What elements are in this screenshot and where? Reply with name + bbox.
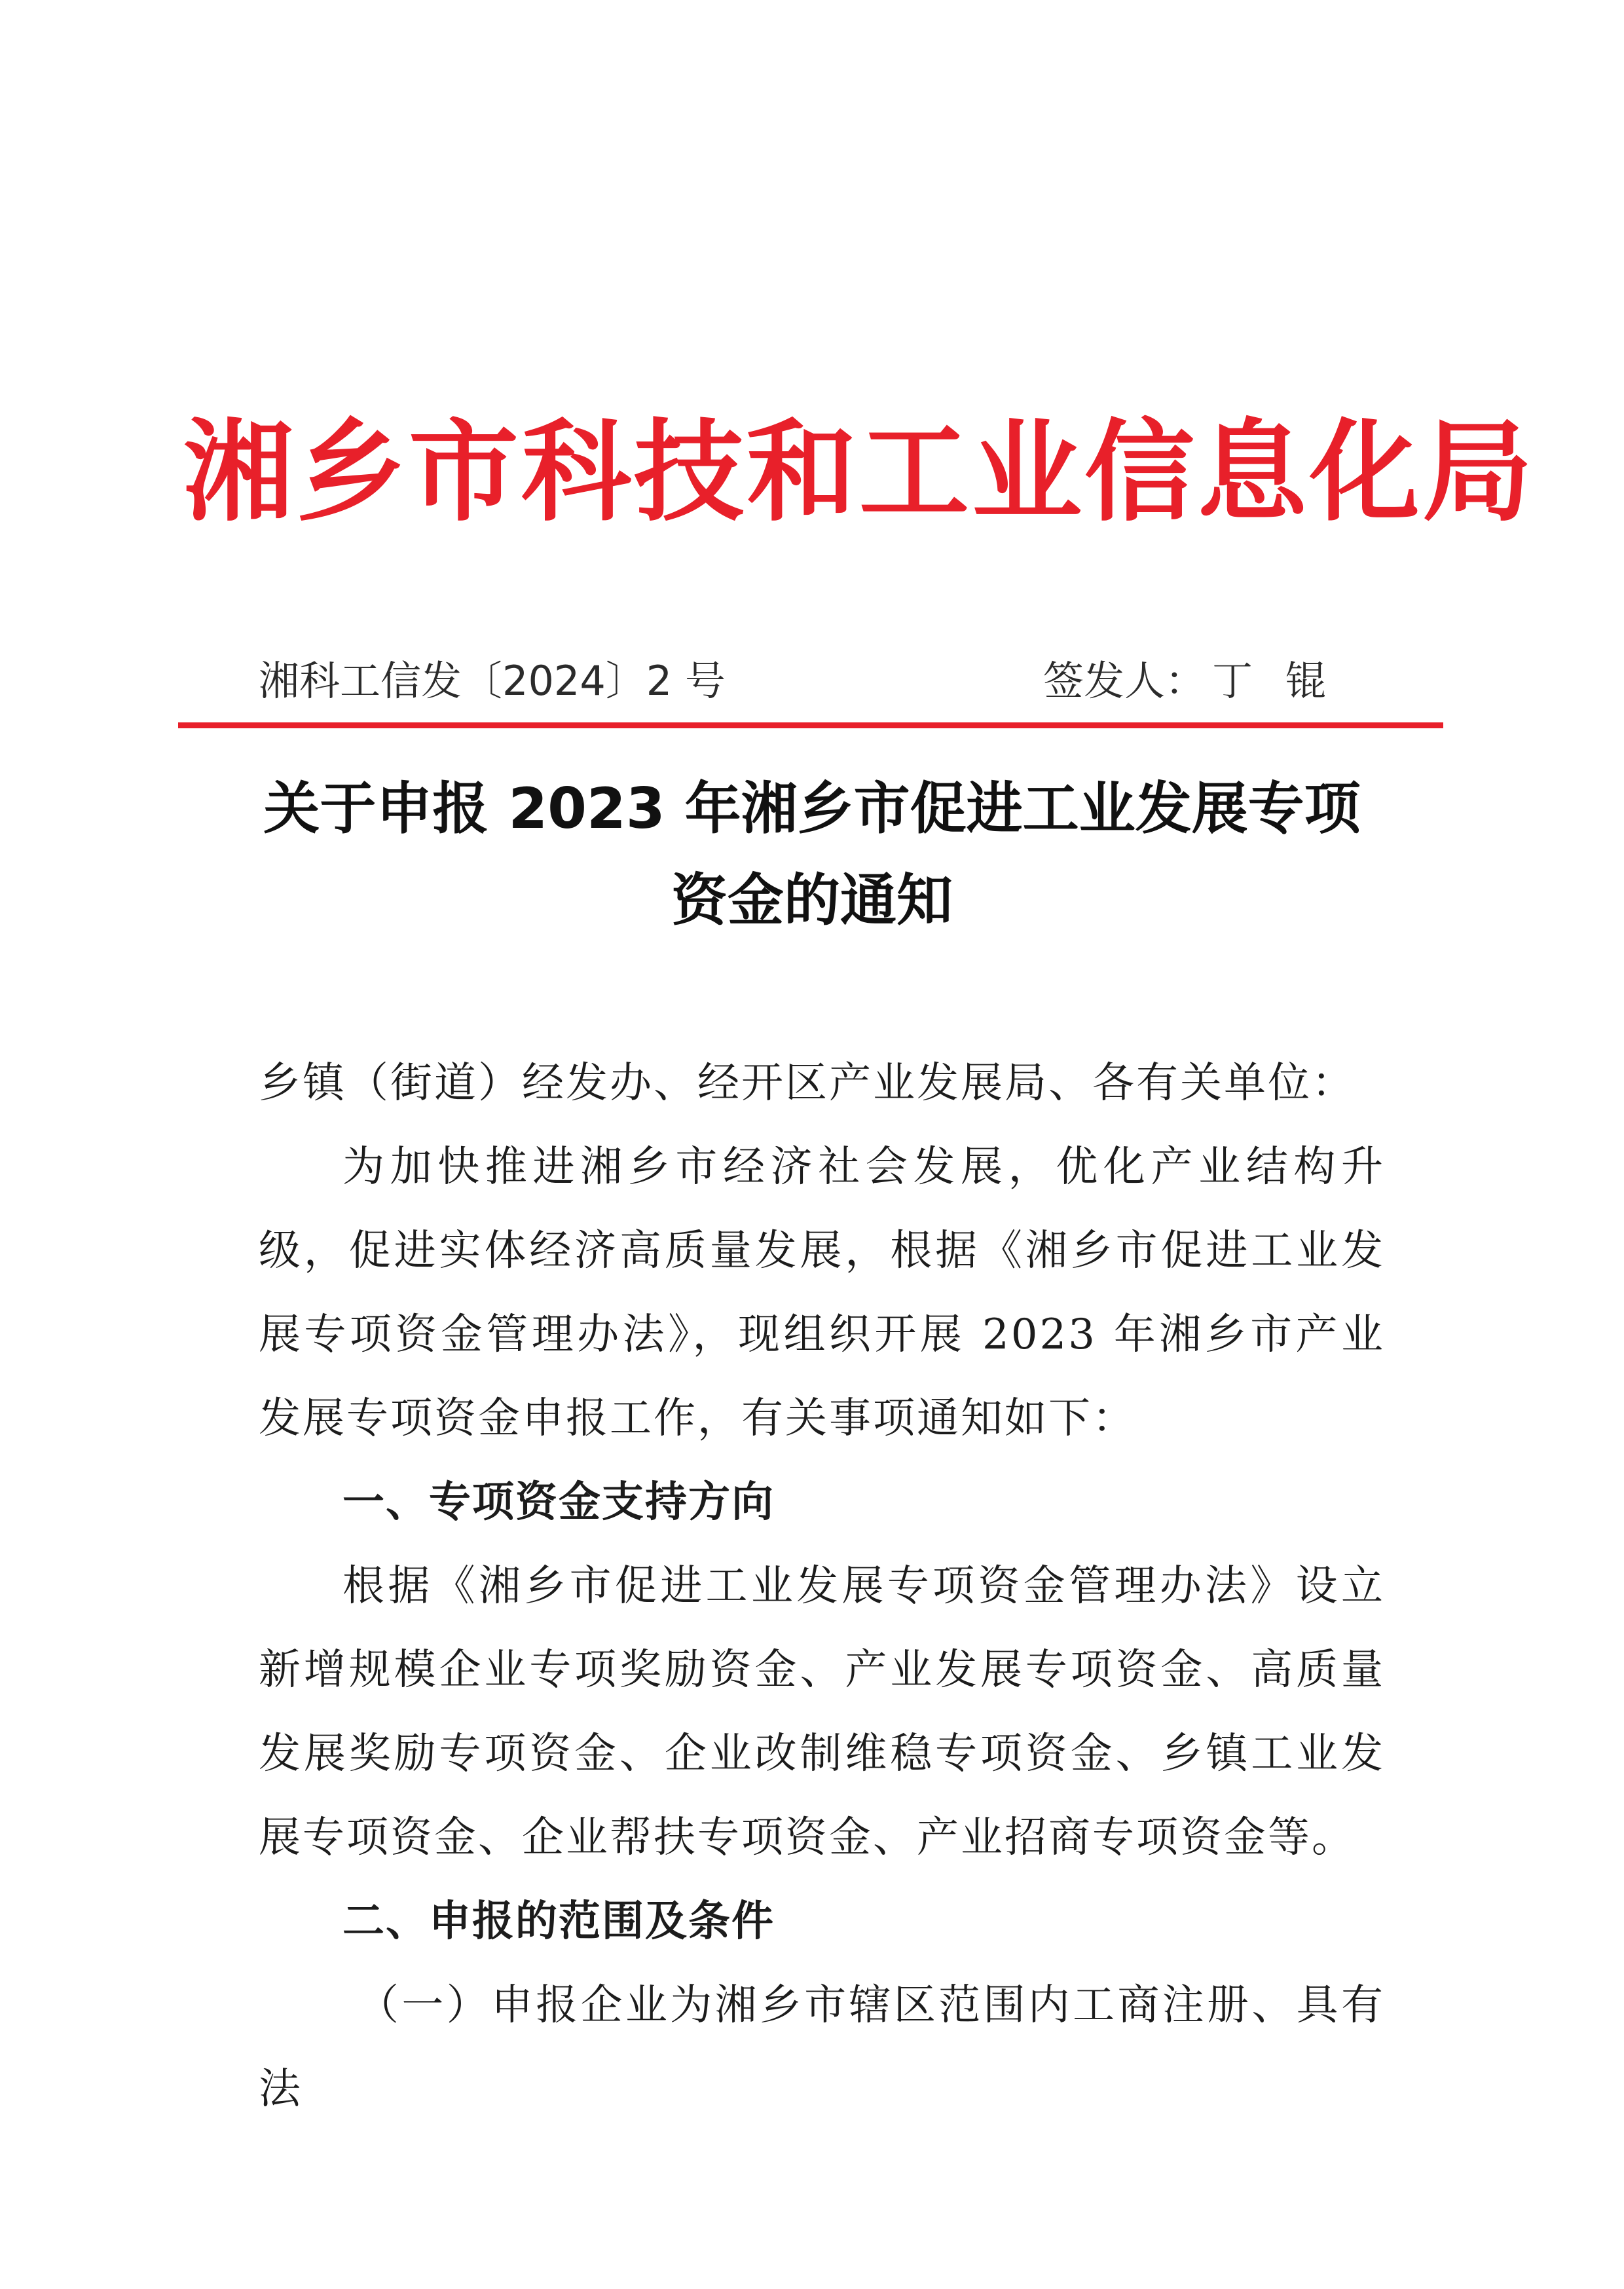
document-number: 湘科工信发〔2024〕2 号	[259, 657, 726, 705]
intro-paragraph: 为加快推进湘乡市经济社会发展，优化产业结构升级，促进实体经济高质量发展，根据《湘乡市促进工业发展专项资金管理办法》，现组织开展 2023 年湘乡市产业发展专项资金申报工作，有关事项通知如下：	[259, 1143, 1385, 1443]
signer-name: 丁锟	[1211, 657, 1359, 705]
section-1-paragraph: 根据《湘乡市促进工业发展专项资金管理办法》设立新增规模企业专项奖励资金、产业发展专项资金、高质量发展奖励专项资金、企业改制维稳专项资金、乡镇工业发展专项资金、企业帮扶专项资金、产业招商专项资金等。	[259, 1562, 1385, 1862]
signer-block	[1043, 648, 1359, 714]
document-body	[259, 1041, 1385, 2131]
title-line-2: 资金的通知	[671, 868, 953, 933]
signer-label: 签发人：	[1043, 657, 1206, 705]
agency-masthead: 湘乡市科技和工业信息化局	[183, 407, 1535, 536]
red-divider-rule	[178, 722, 1443, 728]
document-title	[236, 763, 1388, 946]
section-2-item-1: （一）申报企业为湘乡市辖区范围内工商注册、具有法	[259, 1981, 1385, 2113]
section-1-heading: 一、专项资金支持方向	[342, 1478, 775, 1527]
document-header-line	[259, 648, 1359, 714]
section-2-heading: 二、申报的范围及条件	[342, 1897, 775, 1946]
salutation: 乡镇（街道）经发办、经开区产业发展局、各有关单位：	[259, 1059, 1356, 1107]
title-line-1: 关于申报 2023 年湘乡市促进工业发展专项	[263, 776, 1361, 842]
